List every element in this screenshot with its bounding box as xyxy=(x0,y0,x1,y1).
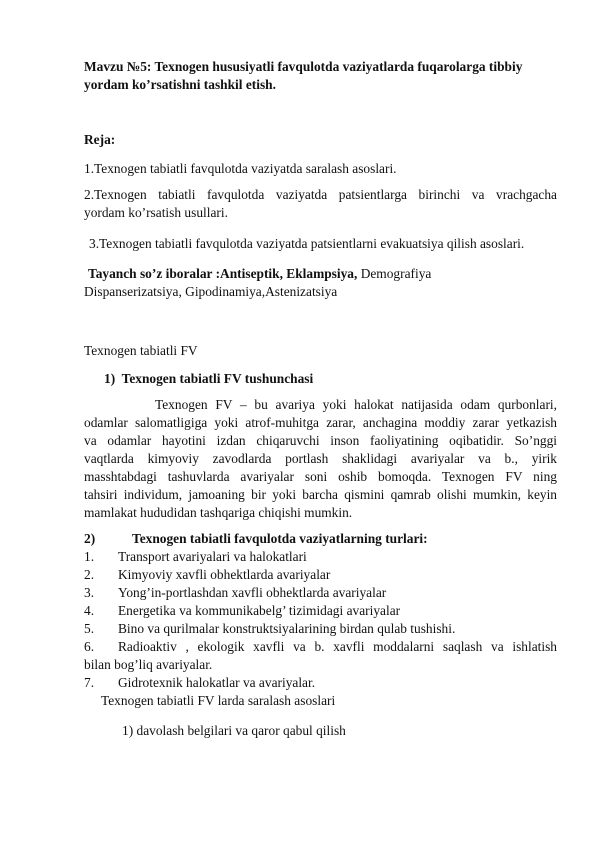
plan-item-1: 1.Texnogen tabiatli favqulotda vaziyatda saralash asoslari. xyxy=(84,161,397,176)
section-intro: Texnogen tabiatli FV xyxy=(84,343,198,358)
list-item-text: Transport avariyalari va halokatlari xyxy=(118,549,307,564)
list-item-number: 7. xyxy=(84,675,95,690)
list-item-text: Energetika va kommunikabelg’ tizimidagi avariyalar xyxy=(118,603,401,618)
plan-item-2-line-1: 2.Texnogen tabiatli favqulotda vaziyatda patsientlarga birinchi va vrachgacha xyxy=(84,187,557,202)
list-item-text: Kimyoviy xavfli obhektlarda avariyalar xyxy=(118,567,331,582)
list-item-text: bilan bog’liq avariyalar. xyxy=(84,657,213,672)
list-item-number: 1. xyxy=(84,549,95,564)
keywords-rest: Demografiya xyxy=(357,266,432,281)
list-item-number: 3. xyxy=(84,585,95,600)
paragraph-line-4: vaqtlarda kimyoviy zavodlarda portlash shaklidagi avariyalar va b., yirik xyxy=(84,451,557,466)
title-line-2: yordam ko’rsatishni tashkil etish. xyxy=(84,77,276,92)
section-2-number: 2) xyxy=(84,531,96,546)
list-item-text: Gidrotexnik halokatlar va avariyalar. xyxy=(118,675,316,690)
paragraph-line-3: va odamlar hayotini izdan chiqaruvchi inson faoliyatining oqibatidir. So’nggi xyxy=(84,433,557,448)
section-1-number: 1) xyxy=(104,371,116,386)
section-3-heading: Texnogen tabiatli FV larda saralash asoslari xyxy=(101,693,336,708)
list-item-text: Bino va qurilmalar konstruktsiyalarining birdan qulab tushishi. xyxy=(118,621,456,636)
plan-item-3: 3.Texnogen tabiatli favqulotda vaziyatda patsientlarni evakuatsiya qilish asoslari. xyxy=(89,236,525,251)
paragraph-line-5: masshtabdagi tashuvlarda avariyalar soni oshib bomoqda. Texnogen FV ning xyxy=(84,469,557,484)
title-line-1: Mavzu №5: Texnogen hususiyatli favqulotda vaziyatlarda fuqarolarga tibbiy xyxy=(84,59,523,74)
paragraph-line-7: mamlakat hududidan tashqariga chiqishi mumkin. xyxy=(84,505,353,520)
section-3-sub-item: 1) davolash belgilari va qaror qabul qilish xyxy=(122,723,346,738)
keywords-label: Tayanch so’z iboralar :Antiseptik, Eklampsiya, xyxy=(88,266,358,281)
plan-item-2-line-2: yordam ko’rsatish usullari. xyxy=(84,205,228,220)
section-1-title: Texnogen tabiatli FV tushunchasi xyxy=(121,371,314,386)
list-item-text: Yong’in-portlashdan xavfli obhektlarda avariyalar xyxy=(118,585,387,600)
paragraph-line-1: Texnogen FV – bu avariya yoki halokat natijasida odam qurbonlari, xyxy=(155,397,557,412)
paragraph-line-6: tahsiri individum, jamoaning bir yoki barcha qismini qamrab olishi mumkin, keyin xyxy=(84,487,557,502)
plan-heading: Reja: xyxy=(84,132,116,147)
keywords-line-1 xyxy=(88,265,431,283)
list-item-text: Radioaktiv , ekologik xavfli va b. xavfli moddalarni saqlash va ishlatish xyxy=(118,639,557,654)
keywords-line-2: Dispanserizatsiya, Gipodinamiya,Astenizatsiya xyxy=(84,284,338,299)
list-item-number: 2. xyxy=(84,567,95,582)
paragraph-line-2: odamlar salomatligiga yoki atrof-muhitga zarar, anchagina moddiy zarar yetkazish xyxy=(84,415,557,430)
list-item-number: 5. xyxy=(84,621,95,636)
list-item-number: 4. xyxy=(84,603,95,618)
section-1-heading xyxy=(104,370,313,388)
section-2-heading: Texnogen tabiatli favqulotda vaziyatlarning turlari: xyxy=(132,531,428,546)
list-item-number: 6. xyxy=(84,639,95,654)
